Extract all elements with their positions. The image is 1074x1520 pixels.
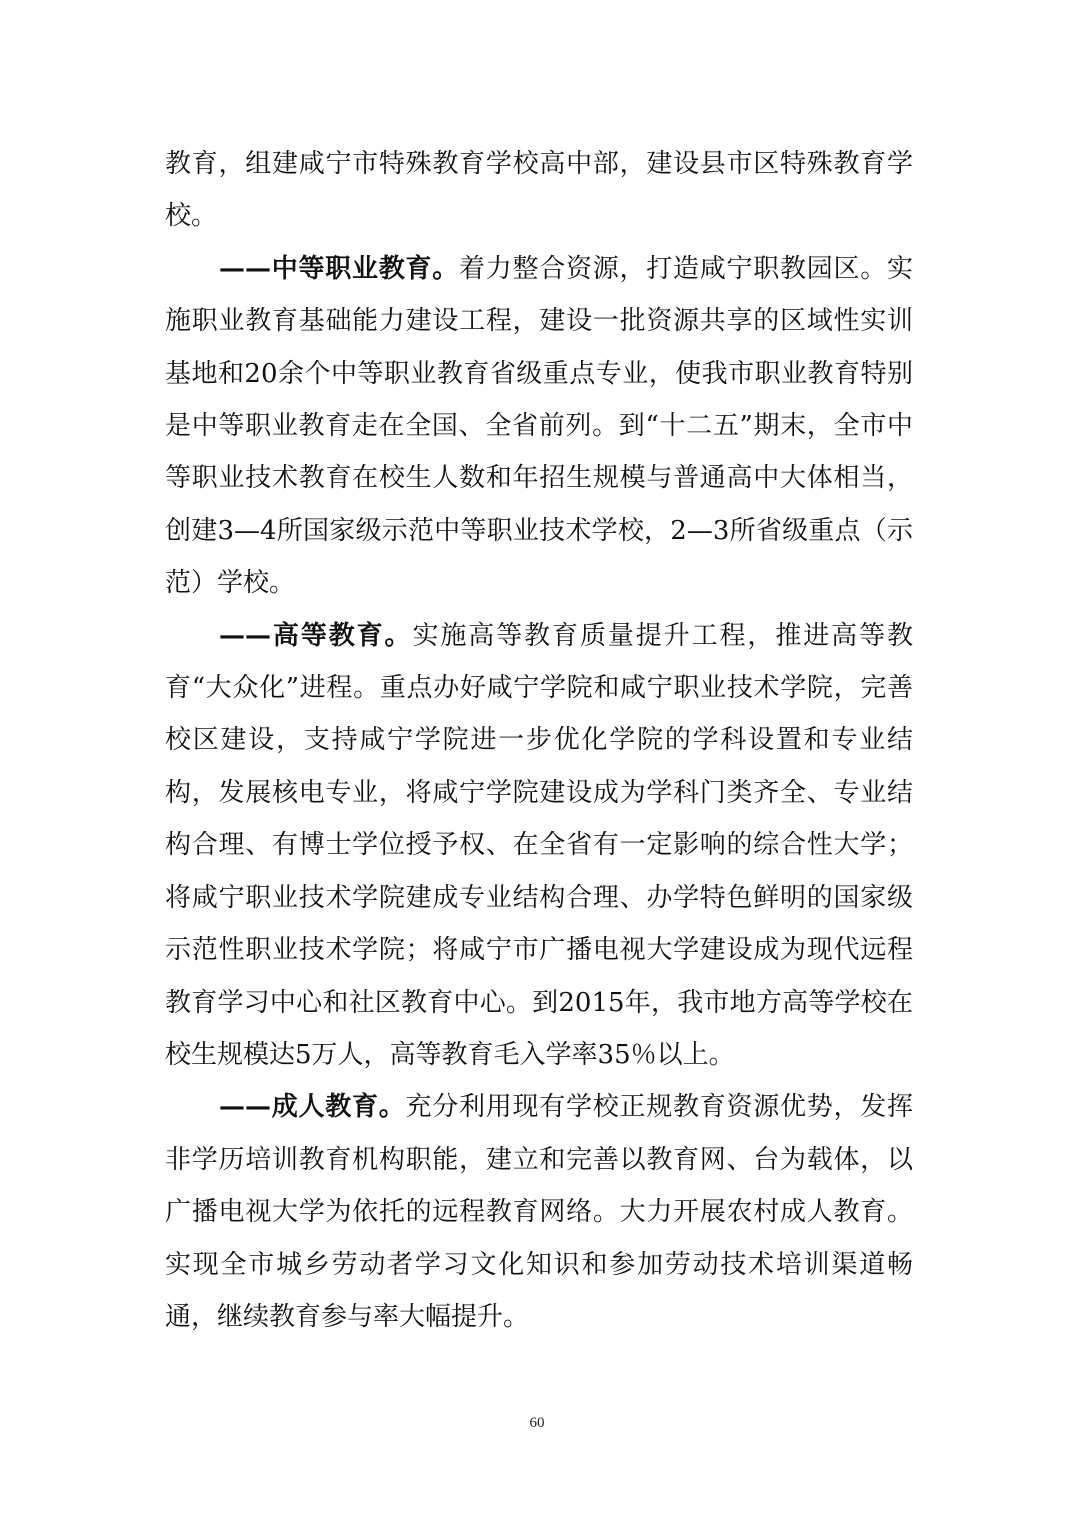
body-text [165, 138, 913, 1343]
paragraph-lead-heading: ——成人教育。 [219, 1092, 406, 1123]
paragraph-text: 着力整合资源，打造咸宁职教园区。实施职业教育基础能力建设工程，建设一批资源共享的区域性实训基地和20余个中等职业教育省级重点专业，使我市职业教育特别是中等职业教育走在全国、全省前列。到“十二五”期末，全市中等职业技术教育在校生人数和年招生规模与普通高中大体相当，创建3—4所国家级示范中等职业技术学校，2—3所省级重点（示范）学校。 [165, 253, 913, 599]
paragraph-secondary-vocational-education [165, 243, 913, 610]
paragraph-special-education-continued [165, 138, 913, 243]
paragraph-text: 充分利用现有学校正规教育资源优势，发挥非学历培训教育机构职能，建立和完善以教育网、台为载体，以广播电视大学为依托的远程教育网络。大力开展农村成人教育。实现全市城乡劳动者学习文化知识和参加劳动技术培训渠道畅通，继续教育参与率大幅提升。 [165, 1092, 913, 1332]
paragraph-text: 教育，组建咸宁市特殊教育学校高中部，建设县市区特殊教育学校。 [165, 149, 913, 232]
paragraph-higher-education [165, 610, 913, 1082]
paragraph-lead-heading: ——高等教育。 [219, 620, 413, 651]
paragraph-lead-heading: ——中等职业教育。 [219, 253, 459, 284]
page-number: 60 [529, 1415, 545, 1431]
paragraph-text: 实施高等教育质量提升工程，推进高等教育“大众化”进程。重点办好咸宁学院和咸宁职业技术学院，完善校区建设，支持咸宁学院进一步优化学院的学科设置和专业结构，发展核电专业，将咸宁学院建设成为学科门类齐全、专业结构合理、有博士学位授予权、在全省有一定影响的综合性大学；将咸宁职业技术学院建成专业结构合理、办学特色鲜明的国家级示范性职业技术学院；将咸宁市广播电视大学建设成为现代远程教育学习中心和社区教育中心。到2015年，我市地方高等学校在校生规模达5万人，高等教育毛入学率35％以上。 [165, 620, 913, 1070]
paragraph-adult-education [165, 1081, 913, 1343]
